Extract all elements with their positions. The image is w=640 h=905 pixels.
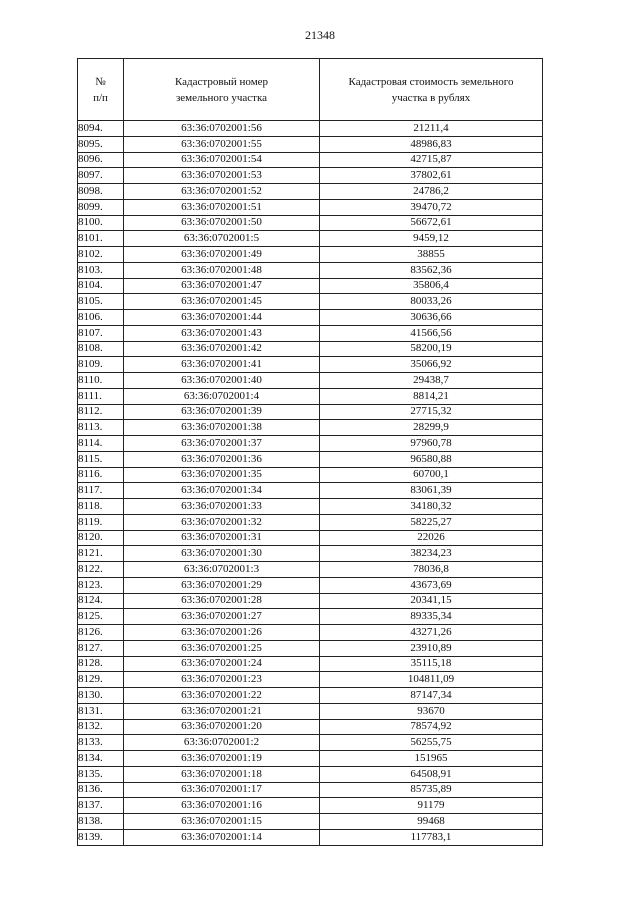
row-number-cell: 8138. <box>78 814 124 830</box>
table-row <box>78 451 543 467</box>
row-number-cell: 8109. <box>78 357 124 373</box>
cadastral-value-cell: 35066,92 <box>320 357 543 373</box>
cadastral-number-cell: 63:36:0702001:35 <box>124 467 320 483</box>
cadastral-number-cell: 63:36:0702001:22 <box>124 688 320 704</box>
table-row <box>78 829 543 845</box>
row-number-cell: 8139. <box>78 829 124 845</box>
cadastral-number-cell: 63:36:0702001:56 <box>124 121 320 137</box>
row-number-cell: 8099. <box>78 199 124 215</box>
row-number-cell: 8131. <box>78 703 124 719</box>
cadastral-number-cell: 63:36:0702001:37 <box>124 436 320 452</box>
cadastral-number-cell: 63:36:0702001:20 <box>124 719 320 735</box>
cadastral-value-cell: 96580,88 <box>320 451 543 467</box>
cadastral-number-cell: 63:36:0702001:33 <box>124 499 320 515</box>
cadastral-value-cell: 97960,78 <box>320 436 543 452</box>
cadastral-number-cell: 63:36:0702001:23 <box>124 672 320 688</box>
table-row <box>78 247 543 263</box>
cadastral-number-cell: 63:36:0702001:30 <box>124 546 320 562</box>
cadastral-value-cell: 104811,09 <box>320 672 543 688</box>
cadastral-number-cell: 63:36:0702001:25 <box>124 640 320 656</box>
cadastral-number-cell: 63:36:0702001:42 <box>124 341 320 357</box>
cadastral-number-cell: 63:36:0702001:24 <box>124 656 320 672</box>
row-number-cell: 8120. <box>78 530 124 546</box>
table-row <box>78 562 543 578</box>
cadastral-number-cell: 63:36:0702001:39 <box>124 404 320 420</box>
row-number-cell: 8124. <box>78 593 124 609</box>
page-number: 21348 <box>305 28 335 42</box>
header-cadastral-line-2: земельного участка <box>175 91 268 104</box>
row-number-cell: 8094. <box>78 121 124 137</box>
row-number-cell: 8113. <box>78 420 124 436</box>
row-number-cell: 8108. <box>78 341 124 357</box>
row-number-cell: 8132. <box>78 719 124 735</box>
cadastral-value-cell: 9459,12 <box>320 231 543 247</box>
row-number-cell: 8105. <box>78 294 124 310</box>
cadastral-value-cell: 93670 <box>320 703 543 719</box>
cadastral-value-cell: 27715,32 <box>320 404 543 420</box>
table-row <box>78 310 543 326</box>
cadastral-value-cell: 85735,89 <box>320 782 543 798</box>
cadastral-number-cell: 63:36:0702001:40 <box>124 373 320 389</box>
cadastral-number-cell: 63:36:0702001:28 <box>124 593 320 609</box>
row-number-cell: 8137. <box>78 798 124 814</box>
row-number-cell: 8104. <box>78 278 124 294</box>
row-number-cell: 8097. <box>78 168 124 184</box>
cadastral-number-cell: 63:36:0702001:31 <box>124 530 320 546</box>
table-row <box>78 199 543 215</box>
cadastral-value-cell: 91179 <box>320 798 543 814</box>
table-row <box>78 278 543 294</box>
cadastral-number-cell: 63:36:0702001:21 <box>124 703 320 719</box>
table-row <box>78 546 543 562</box>
cadastral-number-cell: 63:36:0702001:51 <box>124 199 320 215</box>
row-number-cell: 8129. <box>78 672 124 688</box>
cadastral-value-cell: 58200,19 <box>320 341 543 357</box>
row-number-cell: 8111. <box>78 388 124 404</box>
cadastral-number-cell: 63:36:0702001:43 <box>124 325 320 341</box>
row-number-cell: 8130. <box>78 688 124 704</box>
cadastral-number-cell: 63:36:0702001:32 <box>124 514 320 530</box>
cadastral-value-cell: 64508,91 <box>320 766 543 782</box>
cadastral-value-cell: 99468 <box>320 814 543 830</box>
row-number-cell: 8096. <box>78 152 124 168</box>
cadastral-value-cell: 21211,4 <box>320 121 543 137</box>
header-number-line-1: № <box>95 75 106 88</box>
cadastral-number-cell: 63:36:0702001:26 <box>124 625 320 641</box>
row-number-cell: 8121. <box>78 546 124 562</box>
row-number-cell: 8123. <box>78 577 124 593</box>
row-number-cell: 8103. <box>78 262 124 278</box>
cadastral-number-cell: 63:36:0702001:50 <box>124 215 320 231</box>
table-row <box>78 136 543 152</box>
cadastral-number-cell: 63:36:0702001:14 <box>124 829 320 845</box>
cadastral-value-cell: 35115,18 <box>320 656 543 672</box>
cadastral-number-cell: 63:36:0702001:29 <box>124 577 320 593</box>
table-row <box>78 436 543 452</box>
cadastral-value-cell: 24786,2 <box>320 184 543 200</box>
table-row <box>78 152 543 168</box>
cadastral-number-cell: 63:36:0702001:44 <box>124 310 320 326</box>
table-row <box>78 262 543 278</box>
header-value-line-1: Кадастровая стоимость земельного <box>348 75 514 88</box>
cadastral-number-cell: 63:36:0702001:45 <box>124 294 320 310</box>
cadastral-value-cell: 43673,69 <box>320 577 543 593</box>
cadastral-number-cell: 63:36:0702001:4 <box>124 388 320 404</box>
cadastral-number-cell: 63:36:0702001:2 <box>124 735 320 751</box>
table-row <box>78 766 543 782</box>
cadastral-value-cell: 60700,1 <box>320 467 543 483</box>
header-cadastral-value <box>320 59 543 121</box>
table-row <box>78 341 543 357</box>
cadastral-number-cell: 63:36:0702001:16 <box>124 798 320 814</box>
row-number-cell: 8128. <box>78 656 124 672</box>
row-number-cell: 8098. <box>78 184 124 200</box>
row-number-cell: 8100. <box>78 215 124 231</box>
cadastral-value-cell: 80033,26 <box>320 294 543 310</box>
table-row <box>78 373 543 389</box>
table-row <box>78 231 543 247</box>
cadastral-value-cell: 56255,75 <box>320 735 543 751</box>
table-row <box>78 577 543 593</box>
cadastral-value-cell: 8814,21 <box>320 388 543 404</box>
cadastral-value-cell: 41566,56 <box>320 325 543 341</box>
header-cadastral-line-1: Кадастровый номер <box>174 75 269 88</box>
table-row <box>78 751 543 767</box>
table-row <box>78 688 543 704</box>
cadastral-value-cell: 78036,8 <box>320 562 543 578</box>
cadastral-value-cell: 83061,39 <box>320 483 543 499</box>
table-row <box>78 388 543 404</box>
cadastral-value-cell: 28299,9 <box>320 420 543 436</box>
header-number-line-2: п/п <box>93 91 108 104</box>
table-row <box>78 499 543 515</box>
table-row <box>78 294 543 310</box>
row-number-cell: 8102. <box>78 247 124 263</box>
cadastral-number-cell: 63:36:0702001:34 <box>124 483 320 499</box>
row-number-cell: 8134. <box>78 751 124 767</box>
cadastral-value-cell: 87147,34 <box>320 688 543 704</box>
header-cadastral-number <box>124 59 320 121</box>
header-value-line-2: участка в рублях <box>391 91 471 104</box>
row-number-cell: 8107. <box>78 325 124 341</box>
row-number-cell: 8119. <box>78 514 124 530</box>
table-row <box>78 404 543 420</box>
row-number-cell: 8106. <box>78 310 124 326</box>
table-row <box>78 625 543 641</box>
cadastral-value-cell: 29438,7 <box>320 373 543 389</box>
cadastral-value-cell: 42715,87 <box>320 152 543 168</box>
table-row <box>78 703 543 719</box>
cadastral-value-cell: 38855 <box>320 247 543 263</box>
cadastral-value-cell: 56672,61 <box>320 215 543 231</box>
table-row <box>78 672 543 688</box>
cadastral-value-cell: 58225,27 <box>320 514 543 530</box>
cadastral-number-cell: 63:36:0702001:49 <box>124 247 320 263</box>
cadastral-number-cell: 63:36:0702001:53 <box>124 168 320 184</box>
table-row <box>78 357 543 373</box>
header-number <box>78 59 124 121</box>
cadastral-number-cell: 63:36:0702001:54 <box>124 152 320 168</box>
table-row <box>78 719 543 735</box>
cadastral-value-cell: 34180,32 <box>320 499 543 515</box>
table-row <box>78 814 543 830</box>
table-row <box>78 798 543 814</box>
table-row <box>78 656 543 672</box>
cadastral-value-cell: 43271,26 <box>320 625 543 641</box>
cadastral-value-cell: 20341,15 <box>320 593 543 609</box>
cadastral-number-cell: 63:36:0702001:36 <box>124 451 320 467</box>
cadastral-value-table <box>77 58 543 846</box>
table-row <box>78 184 543 200</box>
table-row <box>78 483 543 499</box>
cadastral-value-cell: 23910,89 <box>320 640 543 656</box>
row-number-cell: 8135. <box>78 766 124 782</box>
row-number-cell: 8117. <box>78 483 124 499</box>
row-number-cell: 8110. <box>78 373 124 389</box>
cadastral-number-cell: 63:36:0702001:38 <box>124 420 320 436</box>
cadastral-number-cell: 63:36:0702001:48 <box>124 262 320 278</box>
row-number-cell: 8112. <box>78 404 124 420</box>
table-body <box>78 121 543 846</box>
row-number-cell: 8115. <box>78 451 124 467</box>
cadastral-number-cell: 63:36:0702001:41 <box>124 357 320 373</box>
table-row <box>78 640 543 656</box>
cadastral-value-cell: 22026 <box>320 530 543 546</box>
row-number-cell: 8125. <box>78 609 124 625</box>
cadastral-value-cell: 37802,61 <box>320 168 543 184</box>
table-header-row <box>78 59 543 121</box>
cadastral-number-cell: 63:36:0702001:52 <box>124 184 320 200</box>
table-row <box>78 215 543 231</box>
row-number-cell: 8127. <box>78 640 124 656</box>
row-number-cell: 8114. <box>78 436 124 452</box>
cadastral-value-cell: 89335,34 <box>320 609 543 625</box>
table-row <box>78 168 543 184</box>
row-number-cell: 8136. <box>78 782 124 798</box>
cadastral-number-cell: 63:36:0702001:18 <box>124 766 320 782</box>
row-number-cell: 8116. <box>78 467 124 483</box>
cadastral-number-cell: 63:36:0702001:15 <box>124 814 320 830</box>
row-number-cell: 8122. <box>78 562 124 578</box>
cadastral-value-cell: 38234,23 <box>320 546 543 562</box>
row-number-cell: 8133. <box>78 735 124 751</box>
table-row <box>78 593 543 609</box>
table-row <box>78 467 543 483</box>
cadastral-value-cell: 30636,66 <box>320 310 543 326</box>
cadastral-number-cell: 63:36:0702001:27 <box>124 609 320 625</box>
row-number-cell: 8101. <box>78 231 124 247</box>
cadastral-value-cell: 117783,1 <box>320 829 543 845</box>
table-row <box>78 735 543 751</box>
cadastral-number-cell: 63:36:0702001:55 <box>124 136 320 152</box>
cadastral-value-cell: 83562,36 <box>320 262 543 278</box>
table-row <box>78 325 543 341</box>
cadastral-number-cell: 63:36:0702001:47 <box>124 278 320 294</box>
cadastral-number-cell: 63:36:0702001:17 <box>124 782 320 798</box>
cadastral-value-cell: 78574,92 <box>320 719 543 735</box>
row-number-cell: 8095. <box>78 136 124 152</box>
cadastral-number-cell: 63:36:0702001:3 <box>124 562 320 578</box>
table-row <box>78 609 543 625</box>
table-row <box>78 782 543 798</box>
row-number-cell: 8118. <box>78 499 124 515</box>
cadastral-value-cell: 35806,4 <box>320 278 543 294</box>
table-row <box>78 530 543 546</box>
cadastral-number-cell: 63:36:0702001:5 <box>124 231 320 247</box>
cadastral-value-cell: 151965 <box>320 751 543 767</box>
row-number-cell: 8126. <box>78 625 124 641</box>
cadastral-value-cell: 39470,72 <box>320 199 543 215</box>
table-row <box>78 514 543 530</box>
cadastral-value-cell: 48986,83 <box>320 136 543 152</box>
table-row <box>78 121 543 137</box>
table-row <box>78 420 543 436</box>
cadastral-number-cell: 63:36:0702001:19 <box>124 751 320 767</box>
